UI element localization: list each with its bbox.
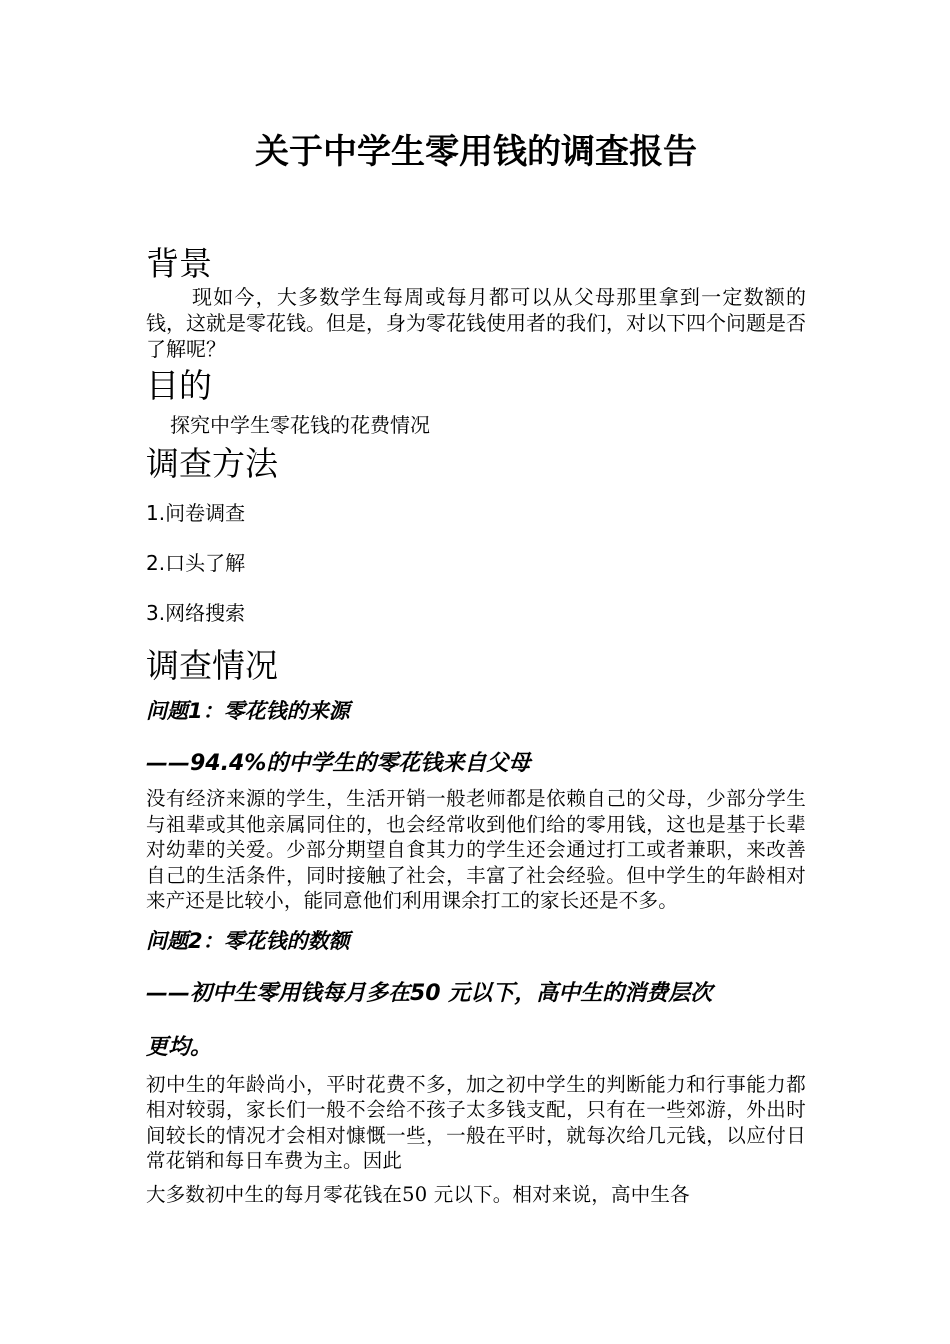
question-1-title: 问题1：零花钱的来源 <box>146 699 350 723</box>
question-2-paragraph: 初中生的年龄尚小，平时花费不多，加之初中学生的判断能力和行事能力都相对较弱，家长们一般不会给不孩子太多钱支配，只有在一些郊游，外出时间较长的情况才会相对慷慨一些，一般在平时，就每次给几元钱，以应付日常花销和每日车费为主。因此 <box>146 1072 806 1172</box>
question-2-finding-line-1: ——初中生零用钱每月多在50 元以下，高中生的消费层次 <box>146 980 713 1006</box>
methods-heading: 调查方法 <box>146 444 278 483</box>
question-2-title: 问题2：零花钱的数额 <box>146 928 350 953</box>
method-item-3: 3.网络搜索 <box>146 601 246 625</box>
method-item-1: 1.问卷调查 <box>146 501 246 525</box>
purpose-heading: 目的 <box>146 366 212 405</box>
question-2-finding-line-2: 更均。 <box>146 1034 213 1060</box>
findings-heading: 调查情况 <box>146 646 278 685</box>
purpose-paragraph: 探究中学生零花钱的花费情况 <box>170 413 430 437</box>
document-title: 关于中学生零用钱的调查报告 <box>255 132 697 172</box>
document-body <box>146 128 806 1207</box>
method-item-2: 2.口头了解 <box>146 551 246 575</box>
background-heading: 背景 <box>146 244 212 283</box>
background-paragraph: 现如今，大多数学生每周或每月都可以从父母那里拿到一定数额的钱，这就是零花钱。但是，身为零花钱使用者的我们，对以下四个问题是否了解呢？ <box>146 285 806 361</box>
question-1-finding: ——94.4%的中学生的零花钱来自父母 <box>146 751 531 776</box>
question-1-paragraph: 没有经济来源的学生，生活开销一般老师都是依赖自己的父母，少部分学生与祖辈或其他亲属同住的，也会经常收到他们给的零用钱，这也是基于长辈对幼辈的关爱。少部分期望自食其力的学生还会通过打工或者兼职，来改善自己的生活条件，同时接触了社会，丰富了社会经验。但中学生的年龄相对来产还是比较小，能同意他们利用课余打工的家长还是不多。 <box>146 787 806 912</box>
question-2-paragraph-last-line: 大多数初中生的每月零花钱在50 元以下。相对来说，高中生各 <box>146 1182 690 1206</box>
